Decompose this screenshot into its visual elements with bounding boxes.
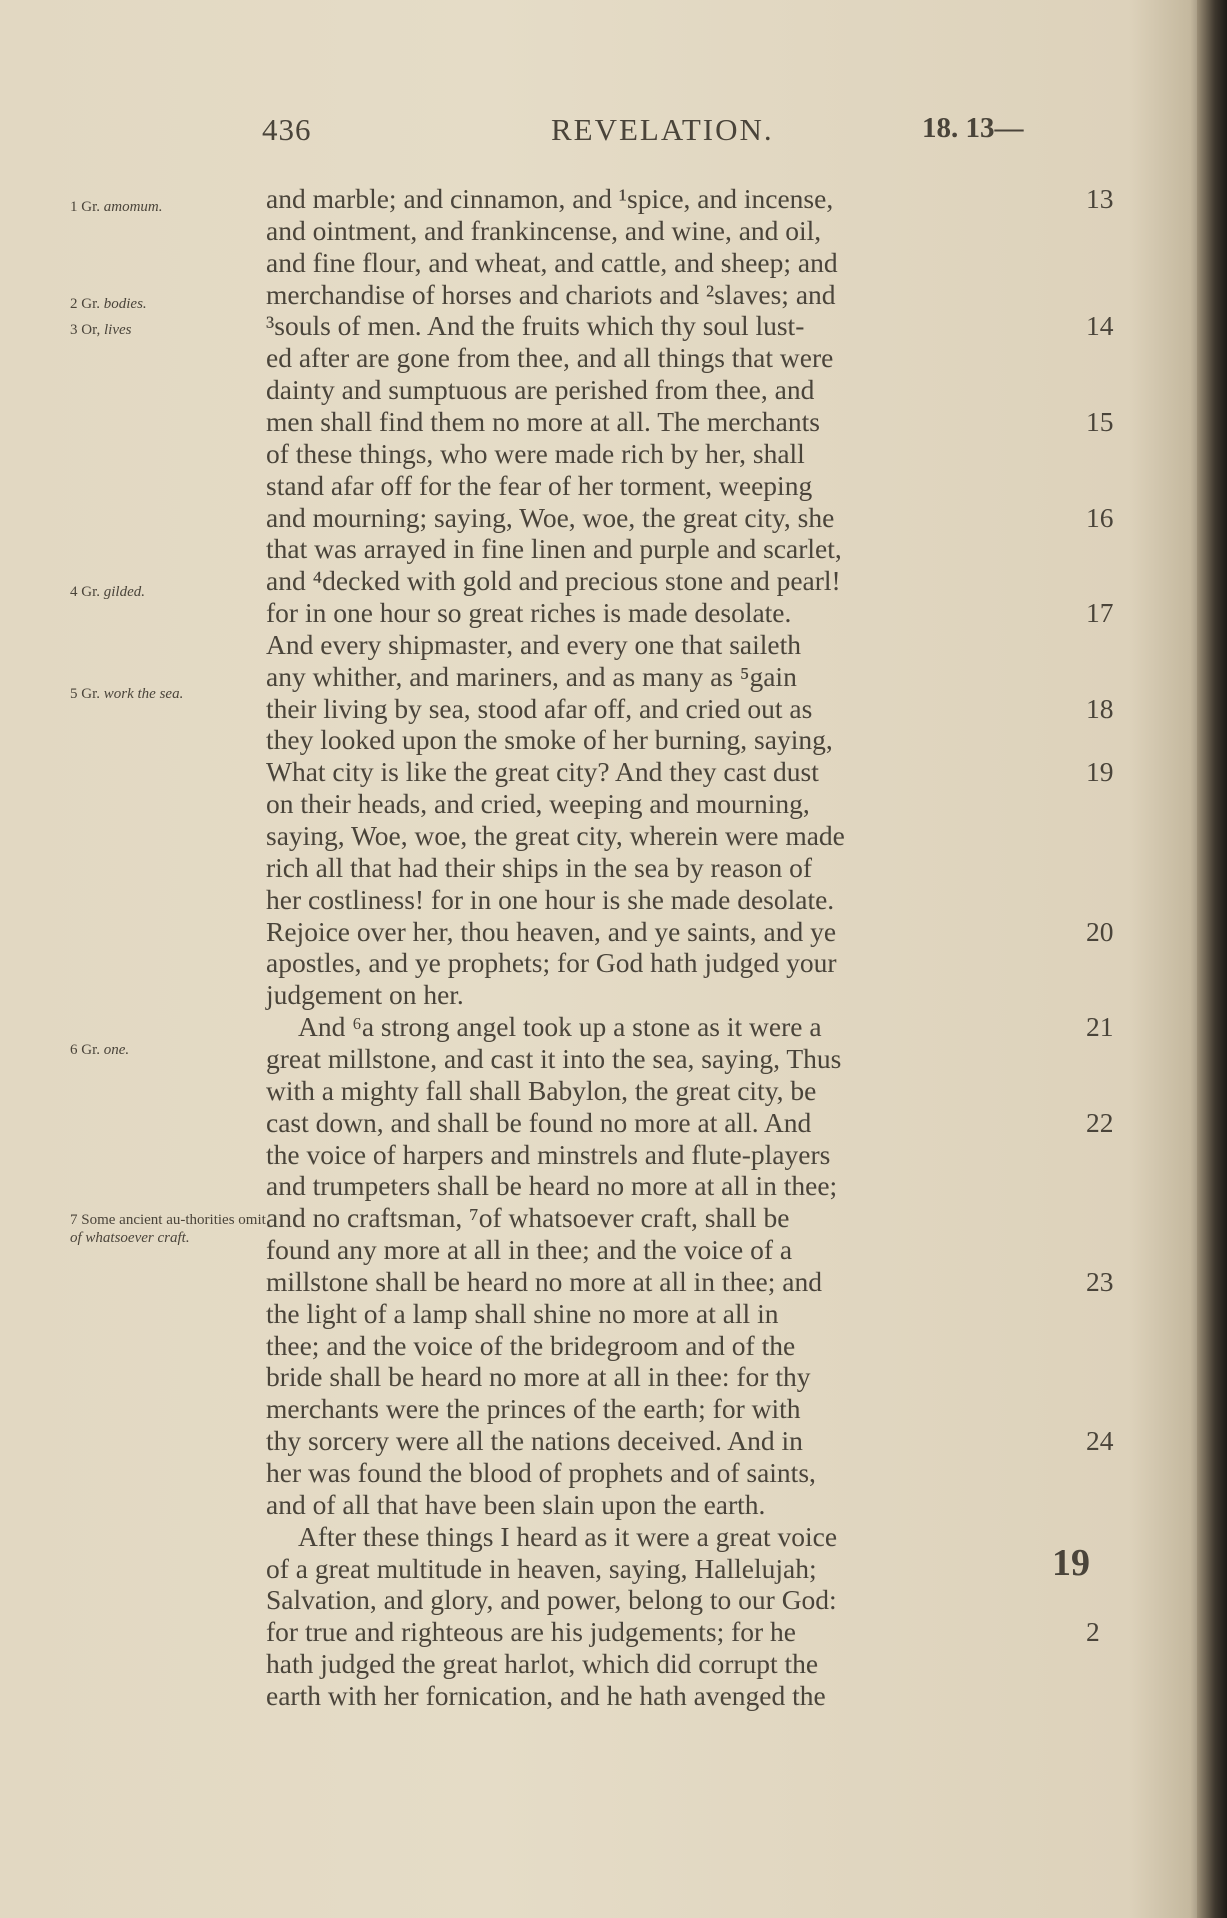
text-line: and no craftsman, ⁷of whatsoever craft, shall be — [266, 1202, 790, 1234]
verse-number: 18 — [1086, 692, 1114, 724]
chapter-verse-reference: 18. 13— — [922, 112, 1024, 144]
margin-note-text: Gr. — [81, 199, 104, 215]
text-line: and fine flour, and wheat, and cattle, and sheep; and — [266, 246, 838, 278]
text-line: found any more at all in thee; and the voice of a — [266, 1234, 793, 1266]
text-line: and ointment, and frankincense, and wine, and oil, — [266, 214, 822, 246]
margin-note-text: Gr. — [81, 584, 104, 600]
text-line: and mourning; saying, Woe, woe, the great city, she — [266, 501, 835, 533]
text-line: bride shall be heard no more at all in thee: for thy — [266, 1361, 811, 1393]
text-line: the light of a lamp shall shine no more at all in — [266, 1297, 779, 1329]
text-line: merchants were the princes of the earth; for with — [266, 1393, 801, 1425]
verse-number: 24 — [1086, 1425, 1114, 1457]
margin-note-text: Some ancient au-thorities omit — [81, 1212, 266, 1228]
margin-note — [70, 1211, 266, 1247]
page-number: 436 — [262, 112, 312, 147]
text-line: saying, Woe, woe, the great city, wherein were made — [266, 820, 845, 851]
text-line: men shall find them no more at all. The merchants — [266, 405, 820, 437]
text-line: earth with her fornication, and he hath avenged the — [266, 1679, 826, 1711]
verse-number: 23 — [1086, 1265, 1114, 1297]
margin-note-number: 3 — [70, 322, 82, 338]
text-line: that was arrayed in fine linen and purple and scarlet, — [266, 533, 842, 565]
chapter-number: 19 — [1052, 1542, 1090, 1584]
text-line: of a great multitude in heaven, saying, Hallelujah; — [266, 1552, 817, 1584]
text-line: dainty and sumptuous are perished from thee, and — [266, 374, 815, 406]
margin-note-italic: work the sea. — [103, 686, 184, 702]
margin-note-number: 2 — [70, 296, 82, 312]
scripture-text — [266, 0, 1114, 1918]
text-line: and marble; and cinnamon, and ¹spice, and incense, — [266, 183, 834, 214]
text-line: merchandise of horses and chariots and ²slaves; and — [266, 278, 836, 310]
margin-note-italic: bodies. — [103, 296, 147, 312]
text-line: for true and righteous are his judgements; for he — [266, 1616, 796, 1648]
text-line: ³souls of men. And the fruits which thy soul lust- — [266, 310, 805, 342]
text-line: with a mighty fall shall Babylon, the great city, be — [266, 1074, 817, 1106]
margin-note — [70, 1041, 266, 1059]
text-line: thee; and the voice of the bridegroom and of the — [266, 1329, 796, 1361]
text-line: cast down, and shall be found no more at all. And — [266, 1106, 812, 1138]
margin-note-italic: lives — [103, 322, 132, 338]
text-line: millstone shall be heard no more at all in thee; and — [266, 1265, 822, 1297]
text-line: and of all that have been slain upon the earth. — [266, 1488, 766, 1520]
margin-note — [70, 321, 266, 339]
margin-note — [70, 198, 266, 216]
book-title: REVELATION. — [551, 112, 774, 147]
margin-note-number: 4 — [70, 584, 82, 600]
margin-note-number: 1 — [70, 199, 82, 215]
verse-number: 2 — [1086, 1616, 1100, 1648]
text-line: they looked upon the smoke of her burning, saying, — [266, 724, 833, 756]
text-line: on their heads, and cried, weeping and mourning, — [266, 788, 810, 820]
verse-number: 20 — [1086, 915, 1114, 947]
margin-note-text: Gr. — [81, 296, 104, 312]
verse-number: 15 — [1086, 405, 1114, 437]
text-line: thy sorcery were all the nations deceived. And in — [266, 1425, 803, 1457]
text-line: apostles, and ye prophets; for God hath judged your — [266, 947, 837, 979]
margin-notes — [70, 0, 266, 1918]
verse-number: 19 — [1086, 756, 1114, 788]
margin-note-number: 7 — [70, 1212, 82, 1228]
verse-number: 16 — [1086, 501, 1114, 533]
text-line: After these things I heard as it were a great voice — [298, 1520, 838, 1552]
margin-note-text: Or, — [81, 322, 104, 338]
text-line: And ⁶a strong angel took up a stone as it were a — [298, 1011, 822, 1043]
verse-number: 21 — [1086, 1011, 1114, 1043]
text-line: her costliness! for in one hour is she made desolate. — [266, 883, 835, 915]
text-line: Rejoice over her, thou heaven, and ye saints, and ye — [266, 915, 837, 947]
text-line: her was found the blood of prophets and of saints, — [266, 1457, 816, 1488]
text-line: hath judged the great harlot, which did corrupt the — [266, 1648, 819, 1680]
margin-note-number: 5 — [70, 686, 82, 702]
text-line: What city is like the great city? And they cast dust — [266, 756, 819, 788]
text-line: And every shipmaster, and every one that saileth — [266, 628, 801, 660]
margin-note-italic: amomum. — [103, 199, 163, 215]
margin-note — [70, 295, 266, 313]
text-line: stand afar off for the fear of her torment, weeping — [266, 469, 813, 501]
verse-number: 14 — [1086, 310, 1114, 342]
text-line: any whither, and mariners, and as many as ⁵gain — [266, 660, 797, 692]
verse-number: 17 — [1086, 597, 1114, 629]
text-line: for in one hour so great riches is made desolate. — [266, 597, 792, 629]
text-line: judgement on her. — [266, 979, 464, 1011]
text-line: ed after are gone from thee, and all things that were — [266, 342, 834, 374]
margin-note-text: Gr. — [81, 686, 104, 702]
margin-note-italic: gilded. — [103, 584, 145, 600]
margin-note — [70, 685, 266, 703]
text-line: of these things, who were made rich by her, shall — [266, 437, 805, 469]
book-spine — [1197, 0, 1227, 1918]
text-line: and trumpeters shall be heard no more at all in thee; — [266, 1170, 838, 1202]
text-line: the voice of harpers and minstrels and flute-players — [266, 1138, 831, 1170]
margin-note-text: Gr. — [81, 1042, 104, 1058]
text-line: rich all that had their ships in the sea by reason of — [266, 851, 813, 883]
margin-note-italic: of whatsoever craft. — [70, 1230, 190, 1246]
margin-note — [70, 583, 266, 601]
margin-note-number: 6 — [70, 1042, 82, 1058]
margin-note-italic: one. — [103, 1042, 130, 1058]
text-line: their living by sea, stood afar off, and cried out as — [266, 692, 813, 724]
text-line: and ⁴decked with gold and precious stone and pearl! — [266, 565, 841, 597]
text-line: great millstone, and cast it into the sea, saying, Thus — [266, 1042, 842, 1074]
verse-number: 22 — [1086, 1106, 1114, 1138]
text-line: Salvation, and glory, and power, belong to our God: — [266, 1584, 837, 1616]
verse-number: 13 — [1086, 183, 1114, 214]
